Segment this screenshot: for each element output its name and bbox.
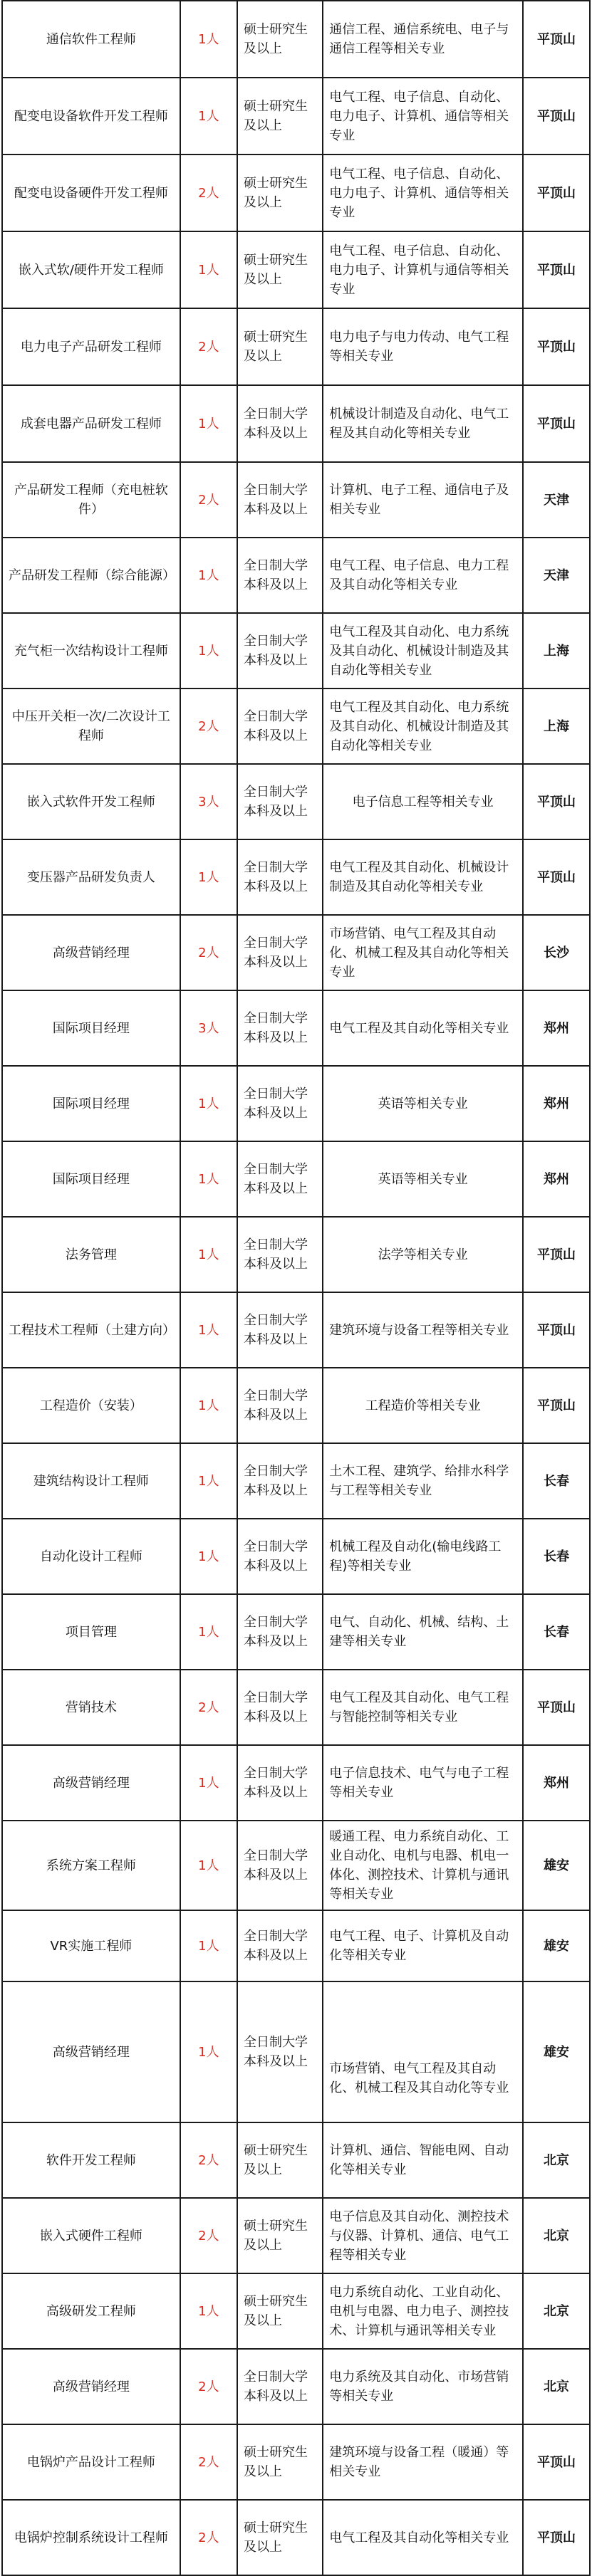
major-cell: 电气工程、电子信息、自动化、电力电子、计算机、通信等相关专业 xyxy=(323,155,523,231)
education-cell: 硕士研究生及以上 xyxy=(237,2424,323,2500)
headcount-cell: 3人 xyxy=(180,990,237,1066)
location-cell: 平顶山 xyxy=(523,2500,590,2575)
location-cell: 平顶山 xyxy=(523,2424,590,2500)
education-cell: 全日制大学本科及以上 xyxy=(237,1519,323,1594)
education-cell: 硕士研究生及以上 xyxy=(237,1,323,78)
major-cell: 计算机、通信、智能电网、自动化等相关专业 xyxy=(323,2122,523,2198)
major-cell: 英语等相关专业 xyxy=(323,1141,523,1217)
headcount-cell: 2人 xyxy=(180,462,237,538)
education-cell: 全日制大学本科及以上 xyxy=(237,1141,323,1217)
headcount-cell: 1人 xyxy=(180,1066,237,1141)
table-row xyxy=(2,1594,590,1670)
major-cell: 市场营销、电气工程及其自动化、机械工程及其自动化等相关专业 xyxy=(323,915,523,990)
major-cell: 电气工程、电子信息、自动化、电力电子、计算机、通信等相关专业 xyxy=(323,78,523,155)
job-title-cell: 高级研发工程师 xyxy=(2,2273,180,2349)
headcount-cell: 2人 xyxy=(180,2500,237,2575)
major-cell: 英语等相关专业 xyxy=(323,1066,523,1141)
location-cell: 平顶山 xyxy=(523,78,590,155)
education-cell: 硕士研究生及以上 xyxy=(237,231,323,308)
headcount-cell: 2人 xyxy=(180,155,237,231)
table-row xyxy=(2,1981,590,2122)
major-cell: 电力系统及其自动化、市场营销等相关专业 xyxy=(323,2349,523,2424)
job-title-cell: 国际项目经理 xyxy=(2,1066,180,1141)
major-cell: 电气工程及其自动化等相关专业 xyxy=(323,990,523,1066)
major-cell: 电气、自动化、机械、结构、土建等相关专业 xyxy=(323,1594,523,1670)
table-row xyxy=(2,2198,590,2273)
location-cell: 长春 xyxy=(523,1594,590,1670)
table-row xyxy=(2,1910,590,1981)
headcount-cell: 1人 xyxy=(180,1141,237,1217)
job-title-cell: 电锅炉控制系统设计工程师 xyxy=(2,2500,180,2575)
location-cell: 平顶山 xyxy=(523,1,590,78)
major-cell: 计算机、电子工程、通信电子及相关专业 xyxy=(323,462,523,538)
major-cell: 机械设计制造及自动化、电气工程及其自动化等相关专业 xyxy=(323,385,523,462)
location-cell: 上海 xyxy=(523,613,590,688)
job-title-cell: 工程技术工程师（土建方向） xyxy=(2,1292,180,1368)
education-cell: 全日制大学本科及以上 xyxy=(237,2349,323,2424)
job-title-cell: 成套电器产品研发工程师 xyxy=(2,385,180,462)
table-row xyxy=(2,613,590,688)
education-cell: 全日制大学本科及以上 xyxy=(237,1217,323,1292)
major-cell: 电气工程、电子信息、自动化、电力电子、计算机与通信等相关专业 xyxy=(323,231,523,308)
location-cell: 平顶山 xyxy=(523,385,590,462)
headcount-cell: 1人 xyxy=(180,1443,237,1519)
location-cell: 平顶山 xyxy=(523,1292,590,1368)
major-cell: 电气工程、电子、计算机及自动化等相关专业 xyxy=(323,1910,523,1981)
job-title-cell: 产品研发工程师（综合能源） xyxy=(2,538,180,613)
location-cell: 北京 xyxy=(523,2349,590,2424)
table-row xyxy=(2,990,590,1066)
headcount-cell: 2人 xyxy=(180,1670,237,1745)
education-cell: 全日制大学本科及以上 xyxy=(237,839,323,915)
headcount-cell: 1人 xyxy=(180,1981,237,2122)
headcount-cell: 2人 xyxy=(180,2349,237,2424)
major-cell: 暖通工程、电力系统自动化、工业自动化、电机与电器、机电一体化、测控技术、计算机与通讯等相关专业 xyxy=(323,1821,523,1910)
location-cell: 雄安 xyxy=(523,1910,590,1981)
education-cell: 全日制大学本科及以上 xyxy=(237,1066,323,1141)
table-row xyxy=(2,1066,590,1141)
education-cell: 全日制大学本科及以上 xyxy=(237,1745,323,1821)
major-cell: 电力电子与电力传动、电气工程等相关专业 xyxy=(323,308,523,385)
headcount-cell: 1人 xyxy=(180,1910,237,1981)
location-cell: 天津 xyxy=(523,462,590,538)
location-cell: 平顶山 xyxy=(523,231,590,308)
location-cell: 郑州 xyxy=(523,1066,590,1141)
major-cell: 电气工程及其自动化、电力系统及其自动化、机械设计制造及其自动化等相关专业 xyxy=(323,613,523,688)
headcount-cell: 1人 xyxy=(180,1519,237,1594)
headcount-cell: 2人 xyxy=(180,915,237,990)
job-title-cell: 高级营销经理 xyxy=(2,2349,180,2424)
education-cell: 全日制大学本科及以上 xyxy=(237,1981,323,2122)
location-cell: 平顶山 xyxy=(523,155,590,231)
location-cell: 天津 xyxy=(523,538,590,613)
major-cell: 电气工程及其自动化、电气工程与智能控制等相关专业 xyxy=(323,1670,523,1745)
major-cell: 建筑环境与设备工程（暖通）等相关专业 xyxy=(323,2424,523,2500)
table-row xyxy=(2,385,590,462)
table-row xyxy=(2,155,590,231)
table-row xyxy=(2,915,590,990)
headcount-cell: 2人 xyxy=(180,2198,237,2273)
job-title-cell: 高级营销经理 xyxy=(2,1981,180,2122)
job-title-cell: 营销技术 xyxy=(2,1670,180,1745)
table-row xyxy=(2,2500,590,2575)
location-cell: 平顶山 xyxy=(523,839,590,915)
table-row xyxy=(2,2273,590,2349)
table-row xyxy=(2,1368,590,1443)
major-cell: 建筑环境与设备工程等相关专业 xyxy=(323,1292,523,1368)
location-cell: 平顶山 xyxy=(523,1368,590,1443)
major-cell: 机械工程及自动化(输电线路工程)等相关专业 xyxy=(323,1519,523,1594)
table-row xyxy=(2,839,590,915)
job-title-cell: 嵌入式软/硬件开发工程师 xyxy=(2,231,180,308)
location-cell: 平顶山 xyxy=(523,764,590,839)
job-title-cell: VR实施工程师 xyxy=(2,1910,180,1981)
education-cell: 硕士研究生及以上 xyxy=(237,2198,323,2273)
education-cell: 硕士研究生及以上 xyxy=(237,308,323,385)
table-row xyxy=(2,2122,590,2198)
headcount-cell: 1人 xyxy=(180,1745,237,1821)
education-cell: 全日制大学本科及以上 xyxy=(237,1910,323,1981)
job-title-cell: 变压器产品研发负责人 xyxy=(2,839,180,915)
education-cell: 全日制大学本科及以上 xyxy=(237,764,323,839)
education-cell: 硕士研究生及以上 xyxy=(237,78,323,155)
location-cell: 长沙 xyxy=(523,915,590,990)
table-row xyxy=(2,1745,590,1821)
location-cell: 北京 xyxy=(523,2273,590,2349)
location-cell: 平顶山 xyxy=(523,1217,590,1292)
location-cell: 平顶山 xyxy=(523,308,590,385)
location-cell: 上海 xyxy=(523,688,590,764)
table-row xyxy=(2,1,590,78)
major-cell: 市场营销、电气工程及其自动化、机械工程及其自动化等专业 xyxy=(323,1981,523,2122)
major-cell: 法学等相关专业 xyxy=(323,1217,523,1292)
headcount-cell: 3人 xyxy=(180,764,237,839)
education-cell: 硕士研究生及以上 xyxy=(237,2500,323,2575)
job-title-cell: 通信软件工程师 xyxy=(2,1,180,78)
headcount-cell: 2人 xyxy=(180,2424,237,2500)
job-title-cell: 配变电设备软件开发工程师 xyxy=(2,78,180,155)
major-cell: 土木工程、建筑学、给排水科学与工程等相关专业 xyxy=(323,1443,523,1519)
headcount-cell: 1人 xyxy=(180,1368,237,1443)
major-cell: 电气工程、电子信息、电力工程及其自动化等相关专业 xyxy=(323,538,523,613)
headcount-cell: 1人 xyxy=(180,385,237,462)
table-row xyxy=(2,1821,590,1910)
location-cell: 长春 xyxy=(523,1519,590,1594)
table-row xyxy=(2,1670,590,1745)
job-title-cell: 项目管理 xyxy=(2,1594,180,1670)
education-cell: 全日制大学本科及以上 xyxy=(237,1670,323,1745)
table-row xyxy=(2,764,590,839)
job-title-cell: 系统方案工程师 xyxy=(2,1821,180,1910)
table-row xyxy=(2,462,590,538)
headcount-cell: 1人 xyxy=(180,839,237,915)
education-cell: 全日制大学本科及以上 xyxy=(237,385,323,462)
location-cell: 郑州 xyxy=(523,1745,590,1821)
headcount-cell: 2人 xyxy=(180,308,237,385)
table-row xyxy=(2,688,590,764)
job-title-cell: 建筑结构设计工程师 xyxy=(2,1443,180,1519)
major-cell: 电气工程及其自动化、机械设计制造及其自动化等相关专业 xyxy=(323,839,523,915)
education-cell: 全日制大学本科及以上 xyxy=(237,1368,323,1443)
education-cell: 全日制大学本科及以上 xyxy=(237,1292,323,1368)
education-cell: 硕士研究生及以上 xyxy=(237,155,323,231)
education-cell: 全日制大学本科及以上 xyxy=(237,538,323,613)
major-cell: 工程造价等相关专业 xyxy=(323,1368,523,1443)
job-title-cell: 软件开发工程师 xyxy=(2,2122,180,2198)
major-cell: 电力系统自动化、工业自动化、电机与电器、电力电子、测控技术、计算机与通讯等相关专业 xyxy=(323,2273,523,2349)
headcount-cell: 1人 xyxy=(180,2273,237,2349)
job-title-cell: 高级营销经理 xyxy=(2,1745,180,1821)
table-row xyxy=(2,1141,590,1217)
education-cell: 全日制大学本科及以上 xyxy=(237,990,323,1066)
job-title-cell: 嵌入式软件开发工程师 xyxy=(2,764,180,839)
headcount-cell: 1人 xyxy=(180,1217,237,1292)
major-cell: 通信工程、通信系统电、电子与通信工程等相关专业 xyxy=(323,1,523,78)
job-title-cell: 工程造价（安装） xyxy=(2,1368,180,1443)
headcount-cell: 1人 xyxy=(180,538,237,613)
job-title-cell: 国际项目经理 xyxy=(2,1141,180,1217)
education-cell: 全日制大学本科及以上 xyxy=(237,1443,323,1519)
location-cell: 雄安 xyxy=(523,1821,590,1910)
location-cell: 长春 xyxy=(523,1443,590,1519)
job-title-cell: 充气柜一次结构设计工程师 xyxy=(2,613,180,688)
headcount-cell: 2人 xyxy=(180,688,237,764)
location-cell: 北京 xyxy=(523,2198,590,2273)
table-row xyxy=(2,308,590,385)
table-row xyxy=(2,1292,590,1368)
education-cell: 全日制大学本科及以上 xyxy=(237,1594,323,1670)
headcount-cell: 2人 xyxy=(180,2122,237,2198)
job-title-cell: 自动化设计工程师 xyxy=(2,1519,180,1594)
headcount-cell: 1人 xyxy=(180,1292,237,1368)
education-cell: 全日制大学本科及以上 xyxy=(237,1821,323,1910)
table-row xyxy=(2,1519,590,1594)
job-title-cell: 电力电子产品研发工程师 xyxy=(2,308,180,385)
table-row xyxy=(2,1443,590,1519)
table-row xyxy=(2,231,590,308)
job-title-cell: 高级营销经理 xyxy=(2,915,180,990)
major-cell: 电气工程及其自动化等相关专业 xyxy=(323,2500,523,2575)
location-cell: 郑州 xyxy=(523,1141,590,1217)
table-row xyxy=(2,2349,590,2424)
headcount-cell: 1人 xyxy=(180,613,237,688)
table-row xyxy=(2,2424,590,2500)
job-table-body xyxy=(2,1,590,2575)
location-cell: 平顶山 xyxy=(523,1670,590,1745)
headcount-cell: 1人 xyxy=(180,1821,237,1910)
education-cell: 全日制大学本科及以上 xyxy=(237,462,323,538)
major-cell: 电子信息及其自动化、测控技术与仪器、计算机、通信、电气工程等相关专业 xyxy=(323,2198,523,2273)
table-row xyxy=(2,78,590,155)
job-title-cell: 配变电设备硬件开发工程师 xyxy=(2,155,180,231)
job-title-cell: 电锅炉产品设计工程师 xyxy=(2,2424,180,2500)
education-cell: 全日制大学本科及以上 xyxy=(237,688,323,764)
job-title-cell: 国际项目经理 xyxy=(2,990,180,1066)
education-cell: 硕士研究生及以上 xyxy=(237,2122,323,2198)
headcount-cell: 1人 xyxy=(180,1,237,78)
education-cell: 全日制大学本科及以上 xyxy=(237,613,323,688)
job-title-cell: 产品研发工程师（充电桩软件） xyxy=(2,462,180,538)
education-cell: 硕士研究生及以上 xyxy=(237,2273,323,2349)
education-cell: 全日制大学本科及以上 xyxy=(237,915,323,990)
job-title-cell: 中压开关柜一次/二次设计工程师 xyxy=(2,688,180,764)
major-cell: 电气工程及其自动化、电力系统及其自动化、机械设计制造及其自动化等相关专业 xyxy=(323,688,523,764)
location-cell: 郑州 xyxy=(523,990,590,1066)
headcount-cell: 1人 xyxy=(180,78,237,155)
major-cell: 电子信息技术、电气与电子工程等相关专业 xyxy=(323,1745,523,1821)
location-cell: 雄安 xyxy=(523,1981,590,2122)
headcount-cell: 1人 xyxy=(180,1594,237,1670)
table-row xyxy=(2,1217,590,1292)
job-table xyxy=(1,0,591,2576)
job-title-cell: 嵌入式硬件工程师 xyxy=(2,2198,180,2273)
job-title-cell: 法务管理 xyxy=(2,1217,180,1292)
location-cell: 北京 xyxy=(523,2122,590,2198)
headcount-cell: 1人 xyxy=(180,231,237,308)
table-row xyxy=(2,538,590,613)
major-cell: 电子信息工程等相关专业 xyxy=(323,764,523,839)
